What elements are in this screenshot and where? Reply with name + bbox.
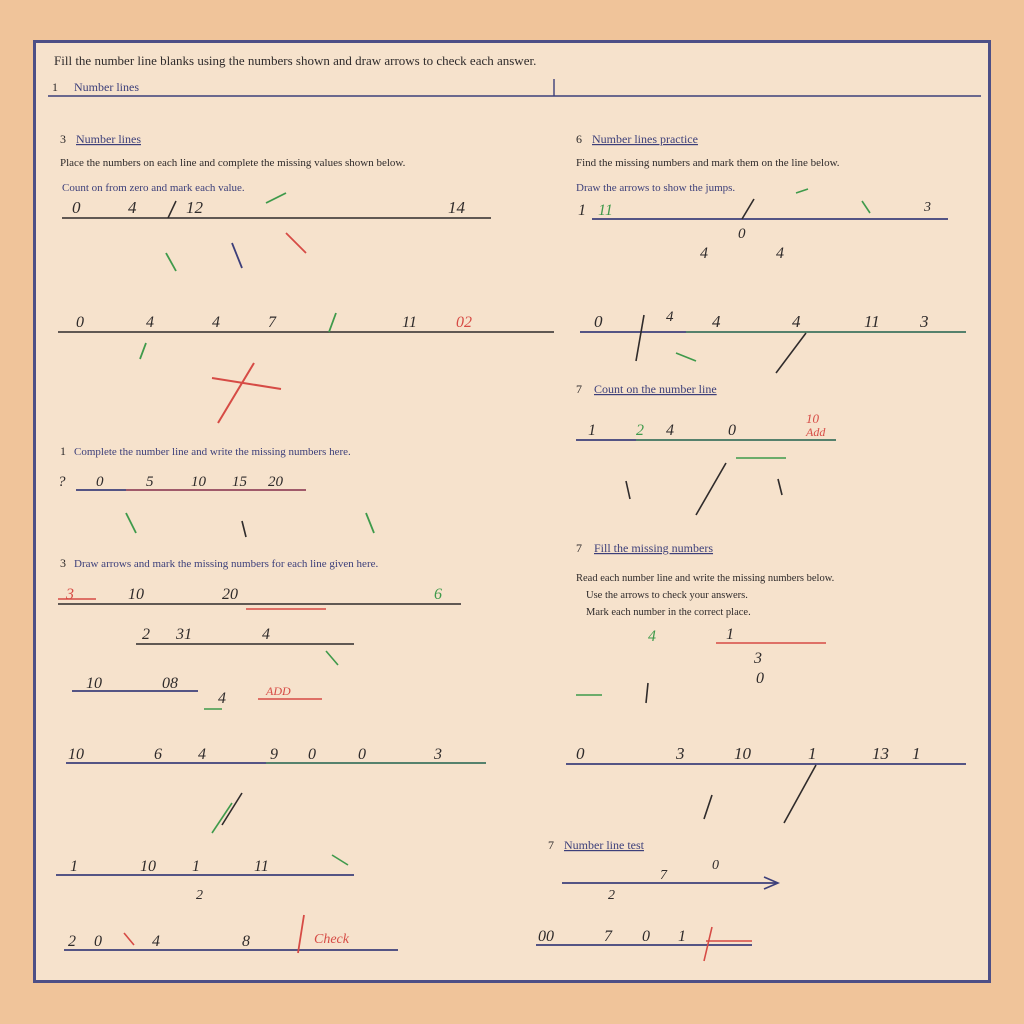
- header-subtitle: Number lines: [74, 80, 139, 94]
- right-nl3-label: 13: [872, 744, 889, 763]
- left-s2-label: 15: [232, 474, 247, 490]
- right-nl1-label: 4: [776, 245, 784, 262]
- right-s3-number: 7: [576, 541, 582, 555]
- left-s3-nl4-label: 0: [358, 746, 366, 763]
- right-nl3-label: 1: [808, 744, 817, 763]
- right-s2-label: 4: [666, 422, 674, 439]
- left-s3-nl5-label: 1: [70, 858, 78, 875]
- left-s3-nl3-label: 10: [86, 675, 102, 692]
- left-s3-nl4-label: 6: [154, 746, 162, 763]
- left-s3-nl4-label: 10: [68, 746, 84, 763]
- right-s2-tick: [626, 481, 630, 499]
- right-s4-label: 0: [642, 928, 650, 945]
- right-nl1-label: 11: [598, 202, 613, 219]
- worksheet-canvas: [36, 43, 988, 980]
- left-s3-nl4-arrow: [212, 803, 232, 833]
- right-nl2-label: 0: [594, 312, 603, 331]
- right-nl1-label: 0: [738, 226, 746, 242]
- left-s3-nl4-label: 3: [434, 746, 442, 763]
- left-s3-nl2-arrow: [326, 651, 338, 665]
- right-s2-label: 1: [588, 422, 596, 439]
- right-s2-label: 0: [728, 422, 736, 439]
- left-s3-nl5-arrow: [332, 855, 348, 865]
- left-s2-label: 20: [268, 474, 283, 490]
- left-s2-label: 0: [96, 474, 104, 490]
- left-s2-arrow: [126, 513, 136, 533]
- left-s3-nl1-label: 3: [66, 586, 74, 603]
- left-s1-heading: Number lines: [76, 132, 141, 146]
- right-nl2-arrow: [776, 333, 806, 373]
- left-nl1-label: 12: [186, 198, 203, 217]
- left-nl2-tick: [140, 343, 146, 359]
- left-s3-nl6-label: 2: [68, 933, 76, 950]
- right-s4-label: 7: [604, 928, 612, 945]
- left-s3-nl4-label: 0: [308, 746, 316, 763]
- header-number: 1: [52, 80, 58, 94]
- worksheet-page: [33, 40, 991, 983]
- left-nl1-arrow: [266, 193, 286, 203]
- left-s3-nl5-label: 10: [140, 858, 156, 875]
- right-s3-line: Use the arrows to check your answers.: [586, 590, 748, 601]
- left-s2-label: 10: [191, 474, 206, 490]
- left-s1-subinstruction: Count on from zero and mark each value.: [62, 182, 245, 194]
- left-s2-arrow: [366, 513, 374, 533]
- left-s3-heading: Draw arrows and mark the missing numbers for each line given here.: [74, 558, 379, 570]
- right-nl3-label: 1: [912, 744, 921, 763]
- right-s2-note: Add: [806, 425, 826, 439]
- right-nl1-arrow: [862, 201, 870, 213]
- left-nl1-arrow: [286, 233, 306, 253]
- left-nl2-label: 4: [146, 314, 154, 331]
- right-s2-tick: [778, 479, 782, 495]
- left-nl2-label: 11: [402, 314, 417, 331]
- right-s2-heading: Count on the number line: [594, 382, 717, 396]
- left-nl1-label: 4: [128, 198, 137, 217]
- left-s3-nl4-label: 4: [198, 746, 206, 763]
- right-s4-label: 1: [678, 928, 686, 945]
- right-nl1-label: 1: [578, 202, 586, 219]
- right-s2-number: 7: [576, 382, 582, 396]
- left-nl1-arrow: [166, 253, 176, 271]
- right-s4-heading: Number line test: [564, 838, 644, 852]
- left-s2-label: ?: [58, 474, 66, 490]
- right-s3-label: 4: [648, 628, 656, 645]
- left-s2-number: 1: [60, 444, 66, 458]
- right-s4-label: 2: [608, 888, 615, 903]
- right-nl3-label: 0: [576, 744, 585, 763]
- right-s3-label: 1: [726, 626, 734, 643]
- left-s3-nl3-label: 4: [218, 690, 226, 707]
- left-s3-nl2-label: 31: [176, 626, 192, 643]
- left-s3-nl4-arrow: [222, 793, 242, 825]
- left-s3-nl1-label: 6: [434, 586, 442, 603]
- right-s3-heading: Fill the missing numbers: [594, 541, 714, 555]
- left-s3-nl3-note: ADD: [266, 684, 291, 698]
- left-nl1-label: 0: [72, 198, 81, 217]
- left-s3-nl3-label: 08: [162, 675, 178, 692]
- left-nl2-label: 0: [76, 314, 84, 331]
- right-s1-subinstruction: Draw the arrows to show the jumps.: [576, 182, 736, 194]
- right-s1-heading: Number lines practice: [592, 132, 698, 146]
- right-s3-line: Mark each number in the correct place.: [586, 607, 751, 618]
- right-s4-tick: [704, 927, 712, 961]
- right-s4-label: 0: [712, 858, 719, 873]
- right-nl2-label: 3: [920, 312, 929, 331]
- left-nl2-arrow: [212, 378, 281, 389]
- left-nl2-tick: [329, 313, 336, 332]
- right-nl3-label: 3: [676, 744, 685, 763]
- right-s4-label: 7: [660, 868, 667, 883]
- left-nl2-label: 4: [212, 314, 220, 331]
- header-line: Fill the number line blanks using the numbers shown and draw arrows to check each answer.: [54, 53, 537, 68]
- right-nl3-arrow: [784, 765, 816, 823]
- left-nl1-tick: [168, 201, 176, 218]
- left-s1-number: 3: [60, 132, 66, 146]
- left-nl1-arrow: [232, 243, 242, 268]
- left-s2-heading: Complete the number line and write the missing numbers here.: [74, 446, 351, 458]
- right-s1-instruction: Find the missing numbers and mark them on the line below.: [576, 157, 840, 169]
- right-s3-label: 3: [754, 650, 762, 667]
- left-s3-nl6-label: 0: [94, 933, 102, 950]
- right-nl2-label: 4: [666, 309, 674, 325]
- left-s3-nl2-label: 2: [142, 626, 150, 643]
- right-nl3-label: 10: [734, 744, 751, 763]
- left-nl2-arrow: [218, 363, 254, 423]
- left-s3-nl6-label: 4: [152, 933, 160, 950]
- left-s3-nl6-arrow: [124, 933, 134, 945]
- right-s3-tick: [646, 683, 648, 703]
- left-nl1-label: 14: [448, 198, 465, 217]
- left-s2-label: 5: [146, 474, 154, 490]
- right-nl1-label: 3: [924, 200, 931, 215]
- left-s3-nl4-label: 9: [270, 746, 278, 763]
- right-s2-label: 10: [806, 411, 819, 426]
- left-nl2-label: 7: [268, 314, 276, 331]
- left-s2-tick: [242, 521, 246, 537]
- left-s3-nl5-label: 2: [196, 888, 203, 903]
- left-s3-nl1-label: 20: [222, 586, 238, 603]
- left-s3-nl2-label: 4: [262, 626, 270, 643]
- left-s3-nl5-label: 11: [254, 858, 269, 875]
- right-nl1-label: 4: [700, 245, 708, 262]
- right-s3-label: 0: [756, 670, 764, 687]
- right-nl2-label: 4: [712, 312, 721, 331]
- left-s1-instruction: Place the numbers on each line and complete the missing values shown below.: [60, 157, 406, 169]
- right-nl1-arrow: [796, 189, 808, 193]
- right-s1-number: 6: [576, 132, 582, 146]
- right-nl2-arrow: [676, 353, 696, 361]
- left-s3-nl5-label: 1: [192, 858, 200, 875]
- left-nl2-label: 02: [456, 314, 472, 331]
- right-s4-number: 7: [548, 838, 554, 852]
- right-nl1-tick: [742, 199, 754, 219]
- left-s3-nl6-note: Check: [314, 932, 349, 947]
- right-s2-label: 2: [636, 422, 644, 439]
- left-s3-nl1-label: 10: [128, 586, 144, 603]
- left-s3-nl6-label: 8: [242, 933, 250, 950]
- left-s3-nl6-tick: [298, 915, 304, 953]
- right-nl2-label: 4: [792, 312, 801, 331]
- right-s4-label: 00: [538, 928, 554, 945]
- right-nl2-tick: [636, 315, 644, 361]
- right-s2-arrow: [696, 463, 726, 515]
- right-nl2-label: 11: [864, 312, 880, 331]
- right-s3-line: Read each number line and write the missing numbers below.: [576, 573, 835, 584]
- right-nl3-tick: [704, 795, 712, 819]
- left-s3-number: 3: [60, 556, 66, 570]
